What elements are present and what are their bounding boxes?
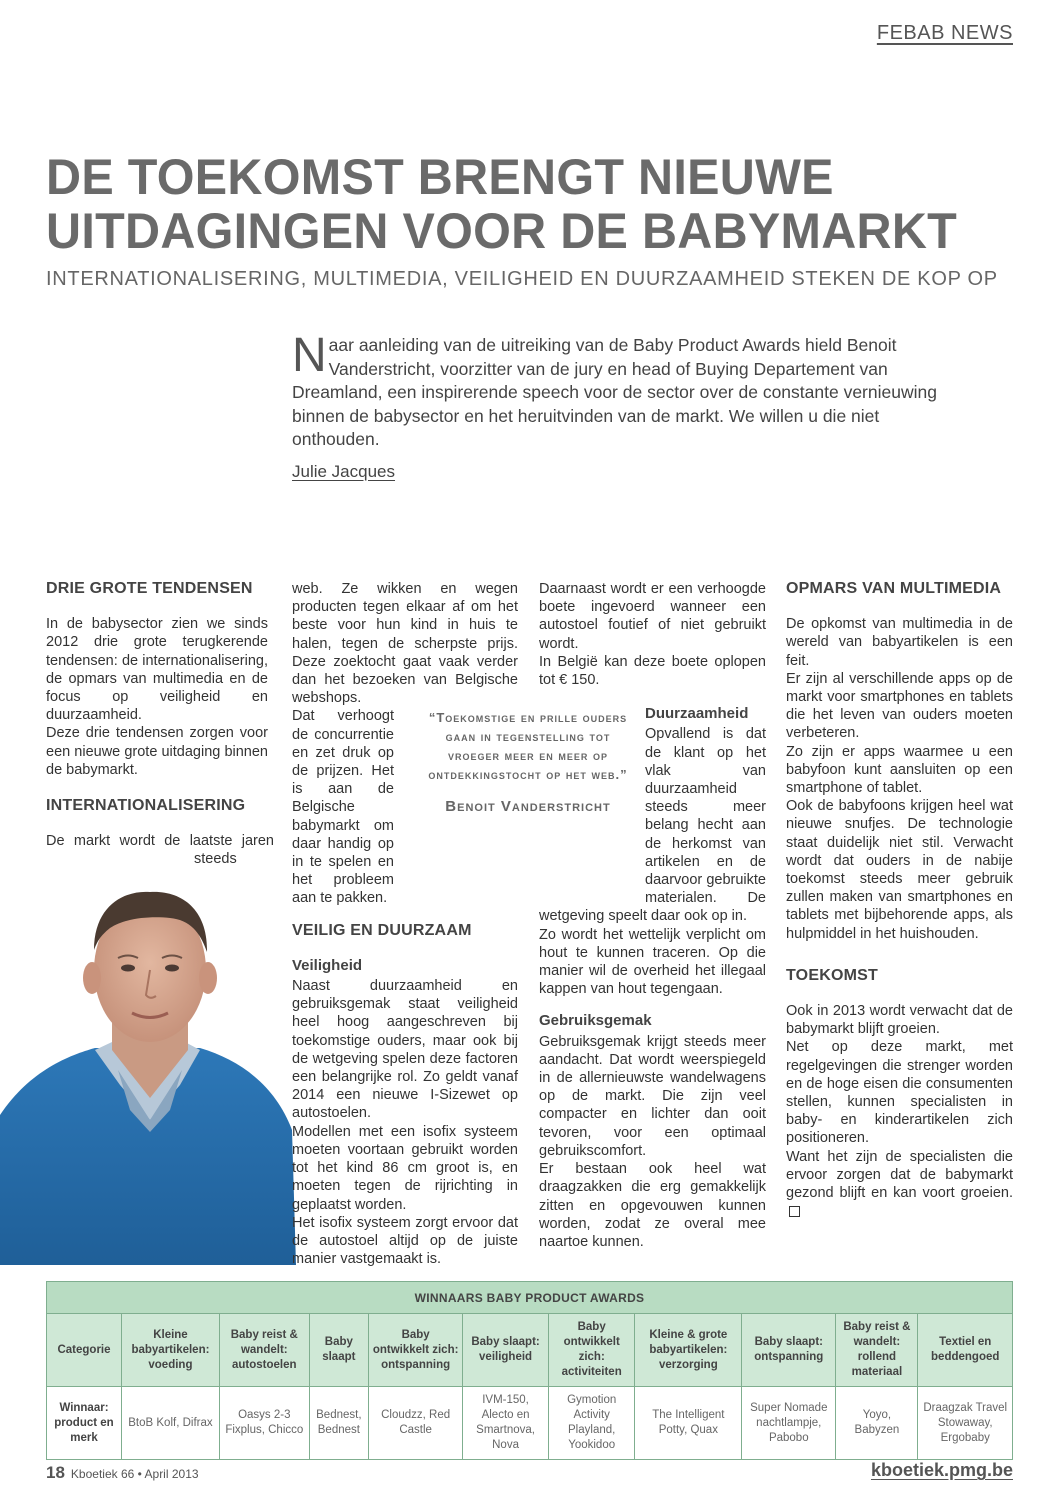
table-header-cell: Baby ontwikkelt zich: ontspanning (369, 1314, 463, 1387)
paragraph: Ook de babyfoons krijgen heel wat nieuwe snufjes. De technologie staat duidelijk niet stil. Verwacht wordt dat ouders in de nabije toekomst steeds meer gebruik zullen maken van smartphones en tablets met bijbehorende apps, als hulpmiddel in het huishouden. (786, 798, 1013, 942)
table-header-cell: Baby ontwikkelt zich: activiteiten (548, 1314, 635, 1387)
subheading-duurzaamheid: Duurzaamheid (645, 705, 749, 723)
paragraph: Gebruiksgemak krijgt steeds meer aandacht. Dat wordt weerspiegeld in de allernieuwste wandelwagens op de markt. Die zijn veel compacter en lichter dan ooit tevoren, voor een optimaal gebruikscomfort. (539, 1033, 766, 1159)
table-header-cell: Kleine & grote babyartikelen: verzorging (635, 1314, 742, 1387)
footer-url-link[interactable]: kboetiek.pmg.be (870, 1460, 1013, 1480)
paragraph: Er bestaan ook heel wat draagzakken die erg gemakkelijk zitten en opgevouwen kunnen worden, zodat ze overal mee naartoe kunnen. (539, 1161, 766, 1250)
table-header-cell: Baby reist & wandelt: autostoelen (219, 1314, 309, 1387)
drop-cap: N (292, 329, 327, 382)
paragraph: Zo zijn er apps waarmee u een babyfoon kunt aansluiten op een smartphone of tablet. (786, 743, 1013, 797)
paragraph (786, 1148, 1013, 1221)
portrait-photo (0, 870, 296, 1265)
intro-text: aar aanleiding van de uitreiking van de Baby Product Awards hield Benoit Vanderstricht, voorzitter van de jury en head of Buying Departement van Dreamland, een inspirerende speech voor de sector over de constante vernieuwing binnen de babysector en het heruitvinden van de markt. We willen u die niet onthouden. (292, 335, 937, 449)
table-cell: Gymotion Activity Playland, Yookidoo (548, 1387, 635, 1460)
paragraph: web. Ze wikken en wegen producten tegen elkaar af om het beste voor hun kind in huis te halen, tegen de scherpste prijs. Deze zoektocht gaat vaak verder dan het bezoeken van Belgische webshops. (292, 581, 518, 707)
awards-table-title: WINNAARS BABY PRODUCT AWARDS (47, 1282, 1013, 1314)
table-cell: Super Nomade nachtlampje, Pabobo (742, 1387, 836, 1460)
table-header-cell: Baby slaapt (309, 1314, 368, 1387)
subheading-veiligheid: Veiligheid (292, 956, 363, 974)
table-row-label: Categorie (47, 1314, 122, 1387)
awards-table (46, 1281, 1013, 1460)
heading-tendensen: DRIE GROTE TENDENSEN (46, 580, 253, 597)
table-header-cell: Baby slaapt: ontspanning (742, 1314, 836, 1387)
paragraph-text: Want het zijn de specialisten die ervoor zorgen dat de babymarkt gezond blijft en kan voort groeien. (786, 1148, 1013, 1202)
table-row (47, 1387, 1013, 1460)
paragraph: Opvallend is dat de klant op het vlak van duurzaamheid steeds meer belang hecht aan de herkomst van artikelen en de daarvoor gebruikte materialen. De wetgeving speelt daar ook op in. (539, 726, 766, 925)
paragraph: Daarnaast wordt er een verhoogde boete ingevoerd wanneer een autostoel foutief of niet gebruikt wordt. (539, 581, 766, 652)
end-mark-icon (789, 1206, 800, 1217)
heading-multimedia: OPMARS VAN MULTIMEDIA (786, 580, 1002, 597)
paragraph: Dat verhoogt de concurrentie en zet druk op de prijzen. Het is aan de Belgische babymarkt om daar handig op in te spelen en het probleem aan te pakken. (292, 708, 394, 907)
paragraph: Zo wordt het wettelijk verplicht om hout te kunnen traceren. Op die manier wil de overheid het illegaal kappen van hout tegengaan. (539, 926, 766, 998)
subheading-gebruiksgemak: Gebruiksgemak (539, 1012, 652, 1030)
column-4 (786, 580, 1013, 1221)
author-byline[interactable]: Julie Jacques (292, 462, 396, 481)
table-cell: Bednest, Bednest (309, 1387, 368, 1460)
table-cell: The Intelligent Potty, Quax (635, 1387, 742, 1460)
column-3 (539, 580, 766, 1251)
table-header-cell: Baby reist & wandelt: rollend materiaal (836, 1314, 918, 1387)
table-cell: IVM-150, Alecto en Smartnova, Nova (463, 1387, 549, 1460)
intro-paragraph (292, 329, 942, 452)
headline-line-2: UITDAGINGEN VOOR DE BABYMARKT (46, 203, 958, 259)
table-cell: Draagzak Travel Stowaway, Ergobaby (918, 1387, 1013, 1460)
paragraph: Deze drie tendensen zorgen voor een nieuwe grote uitdaging binnen de babymarkt. (46, 725, 268, 778)
paragraph: Het isofix systeem zorgt ervoor dat de autostoel altijd op de juiste manier vastgemaakt is. (292, 1214, 518, 1268)
footer-left (46, 1463, 199, 1483)
heading-toekomst: TOEKOMST (786, 966, 878, 984)
table-header-cell: Textiel en beddengoed (918, 1314, 1013, 1387)
headline-line-1: DE TOEKOMST BRENGT NIEUWE (46, 149, 834, 205)
table-row-label: Winnaar: product en merk (47, 1387, 122, 1460)
table-cell: Oasys 2-3 Fixplus, Chicco (219, 1387, 309, 1460)
table-cell: Cloudzz, Red Castle (369, 1387, 463, 1460)
paragraph: In België kan deze boete oplopen tot € 150. (539, 653, 766, 689)
paragraph: Er zijn al verschillende apps op de markt voor smartphones en tablets die het leven van ouders moeten verbeteren. (786, 670, 1013, 742)
table-header-cell: Kleine babyartikelen: voeding (122, 1314, 220, 1387)
column-2 (292, 580, 518, 1268)
paragraph: Naast duurzaamheid en gebruiksgemak staat veiligheid heel hoog aangeschreven bij toekomstige ouders, maar ook bij de wetgeving spelen deze factoren een belangrijke rol. Zo geldt vanaf 2014 een nieuwe I-Sizewet op autostoelen. (292, 978, 518, 1122)
section-tag: FEBAB NEWS (876, 22, 1013, 44)
pull-quote-author: Benoit Vanderstricht (445, 798, 611, 815)
table-row (47, 1314, 1013, 1387)
paragraph: De markt wordt de laatste jaren steeds (46, 833, 274, 868)
subheadline: INTERNATIONALISERING, MULTIMEDIA, VEILIGHEID EN DUURZAAMHEID STEKEN DE KOP OP (46, 268, 998, 290)
headline (46, 150, 977, 258)
pull-quote-text: “Toekomstige en prille ouders gaan in tegenstelling tot vroeger meer en meer op ontdekkingstocht op het web.” (428, 710, 628, 782)
paragraph: In de babysector zien we sinds 2012 drie grote terugkerende tendensen: de internationalisering, de opmars van multimedia en de focus op veiligheid en duurzaamheid. (46, 616, 268, 724)
heading-internationalisering: INTERNATIONALISERING (46, 797, 246, 815)
paragraph: De opkomst van multimedia in de wereld van babyartikelen is een feit. (786, 616, 1013, 669)
table-cell: BtoB Kolf, Difrax (122, 1387, 220, 1460)
paragraph: Net op deze markt, met regelgevingen die strenger worden en de hoge eisen die consumenten stellen, kunnen specialisten in baby- en kinderartikelen zich positioneren. (786, 1039, 1013, 1147)
paragraph: Modellen met een isofix systeem moeten voortaan gebruikt worden tot het kind 86 cm groot is, en moeten tegen de rijrichting in geplaatst worden. (292, 1123, 518, 1213)
heading-veilig-duurzaam: VEILIG EN DUURZAAM (292, 921, 472, 939)
paragraph: Ook in 2013 wordt verwacht dat de babymarkt blijft groeien. (786, 1003, 1013, 1038)
table-cell: Yoyo, Babyzen (836, 1387, 918, 1460)
page-number: 18 (46, 1463, 65, 1482)
issue-info: Kboetiek 66 • April 2013 (70, 1467, 199, 1481)
table-header-cell: Baby slaapt: veiligheid (463, 1314, 549, 1387)
pull-quote (418, 708, 638, 815)
